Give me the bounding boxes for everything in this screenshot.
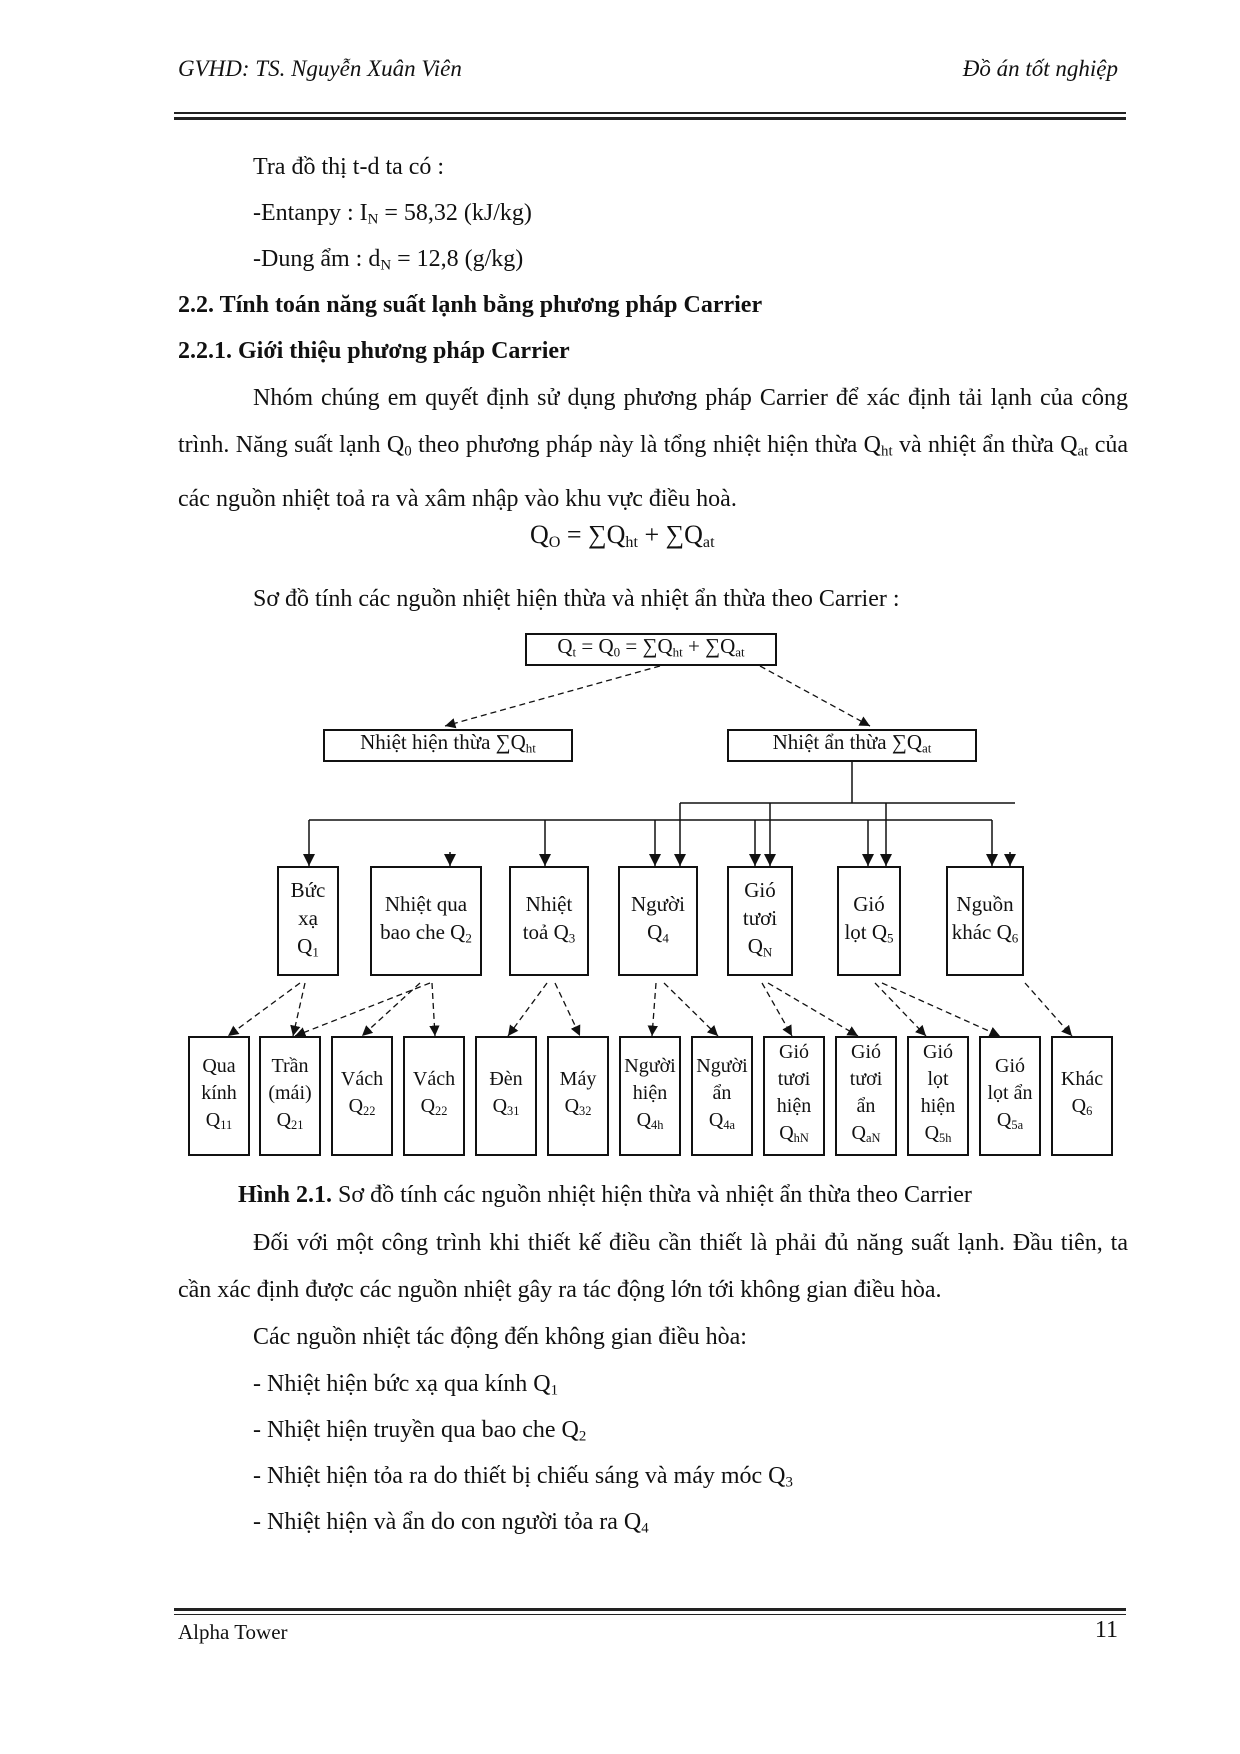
leaf-box-other: Khác $Q_6$ bbox=[1051, 1036, 1113, 1156]
section-heading: 2.2. Tính toán năng suất lạnh bằng phương pháp Carrier bbox=[178, 292, 763, 318]
leaf-box-people-sensible: Người hiện $Q_{4h}$ bbox=[619, 1036, 681, 1156]
leaf-box-roof: Trần (mái) $Q_{21}$ bbox=[259, 1036, 321, 1156]
footer-rule-top bbox=[174, 1608, 1126, 1611]
dashed-links bbox=[228, 666, 1072, 1036]
header-left: GVHD: TS. Nguyễn Xuân Viên bbox=[178, 56, 462, 81]
diagram-intro: Sơ đồ tính các nguồn nhiệt hiện thừa và nhiệt ẩn thừa theo Carrier : bbox=[253, 586, 900, 612]
humidity-line: -Dung ẩm : $d_N = 12,8$ (g/kg) bbox=[253, 246, 524, 274]
leaf-box-glass: Qua kính $Q_{11}$ bbox=[188, 1036, 250, 1156]
list-item: - Nhiệt hiện truyền qua bao che $Q_2$ bbox=[253, 1417, 587, 1445]
list-intro: Các nguồn nhiệt tác động đến không gian điều hòa: bbox=[253, 1324, 747, 1350]
header-right: Đồ án tốt nghiệp bbox=[962, 56, 1118, 81]
mid-box-people: Người $Q_4$ bbox=[618, 866, 698, 976]
leaf-box-fresh-air-sensible: Gió tươi hiện $Q_{hN}$ bbox=[763, 1036, 825, 1156]
formula: $Q_O = \sum Q_{ht} + \sum Q_{at}$ bbox=[530, 520, 715, 552]
latent-heat-box: Nhiệt ẩn thừa $\sum Q_{at}$ bbox=[727, 729, 977, 762]
mid-box-radiation: Bức xạ $Q_1$ bbox=[277, 866, 339, 976]
leaf-box-lights: Đèn $Q_{31}$ bbox=[475, 1036, 537, 1156]
bus-lines bbox=[309, 762, 1015, 866]
sensible-heat-box: Nhiệt hiện thừa $\sum Q_{ht}$ bbox=[323, 729, 573, 762]
subsection-heading: 2.2.1. Giới thiệu phương pháp Carrier bbox=[178, 338, 570, 364]
leaf-box-wall-2: Vách $Q_{22}$ bbox=[403, 1036, 465, 1156]
footer-rule-bottom bbox=[174, 1614, 1126, 1615]
page-number: 11 bbox=[1094, 1617, 1118, 1643]
diagram-root-box: $Q_t = Q_0 = \sum Q_{ht} + \sum Q_{at}$ bbox=[525, 633, 777, 666]
paragraph-intro: Nhóm chúng em quyết định sử dụng phương pháp Carrier để xác định tải lạnh của công trình. Năng suất lạnh $Q_0$ theo phương pháp này là tổng nhiệt hiện thừa $Q_{ht}$ và nhiệt ẩn thừa $Q_{at}$ của các nguồn nhiệt toả ra và xâm nhập vào khu vực điều hoà. bbox=[178, 385, 1129, 512]
mid-box-other: Nguồn khác $Q_6$ bbox=[946, 866, 1024, 976]
list-item: - Nhiệt hiện và ẩn do con người tỏa ra $Q_4$ bbox=[253, 1509, 649, 1537]
paragraph-requirements: Đối với một công trình khi thiết kế điều cần thiết là phải đủ năng suất lạnh. Đầu tiên, ta cần xác định được các nguồn nhiệt gây ra tác động lớn tới không gian điều hòa. bbox=[178, 1230, 1128, 1303]
figure-caption: Hình 2.1. Sơ đồ tính các nguồn nhiệt hiện thừa và nhiệt ẩn thừa theo Carrier bbox=[238, 1182, 972, 1208]
leaf-box-machines: Máy $Q_{32}$ bbox=[547, 1036, 609, 1156]
intro-line: Tra đồ thị t-d ta có : bbox=[253, 154, 445, 180]
leaf-box-infiltration-latent: Gió lọt ẩn $Q_{5a}$ bbox=[979, 1036, 1041, 1156]
footer-project: Alpha Tower bbox=[178, 1620, 288, 1644]
list-item: - Nhiệt hiện bức xạ qua kính $Q_1$ bbox=[253, 1371, 559, 1399]
mid-box-internal: Nhiệt toả $Q_3$ bbox=[509, 866, 589, 976]
mid-box-infiltration: Gió lọt $Q_5$ bbox=[837, 866, 901, 976]
enthalpy-line: -Entanpy : $I_N = 58,32$ (kJ/kg) bbox=[253, 200, 532, 228]
leaf-box-people-latent: Người ẩn $Q_{4a}$ bbox=[691, 1036, 753, 1156]
leaf-box-wall-1: Vách $Q_{22}$ bbox=[331, 1036, 393, 1156]
mid-box-fresh-air: Gió tươi $Q_N$ bbox=[727, 866, 793, 976]
leaf-box-infiltration-sensible: Gió lọt hiện $Q_{5h}$ bbox=[907, 1036, 969, 1156]
list-item: - Nhiệt hiện tỏa ra do thiết bị chiếu sáng và máy móc $Q_3$ bbox=[253, 1463, 793, 1491]
mid-box-envelope: Nhiệt qua bao che $Q_2$ bbox=[370, 866, 482, 976]
leaf-box-fresh-air-latent: Gió tươi ẩn $Q_{aN}$ bbox=[835, 1036, 897, 1156]
